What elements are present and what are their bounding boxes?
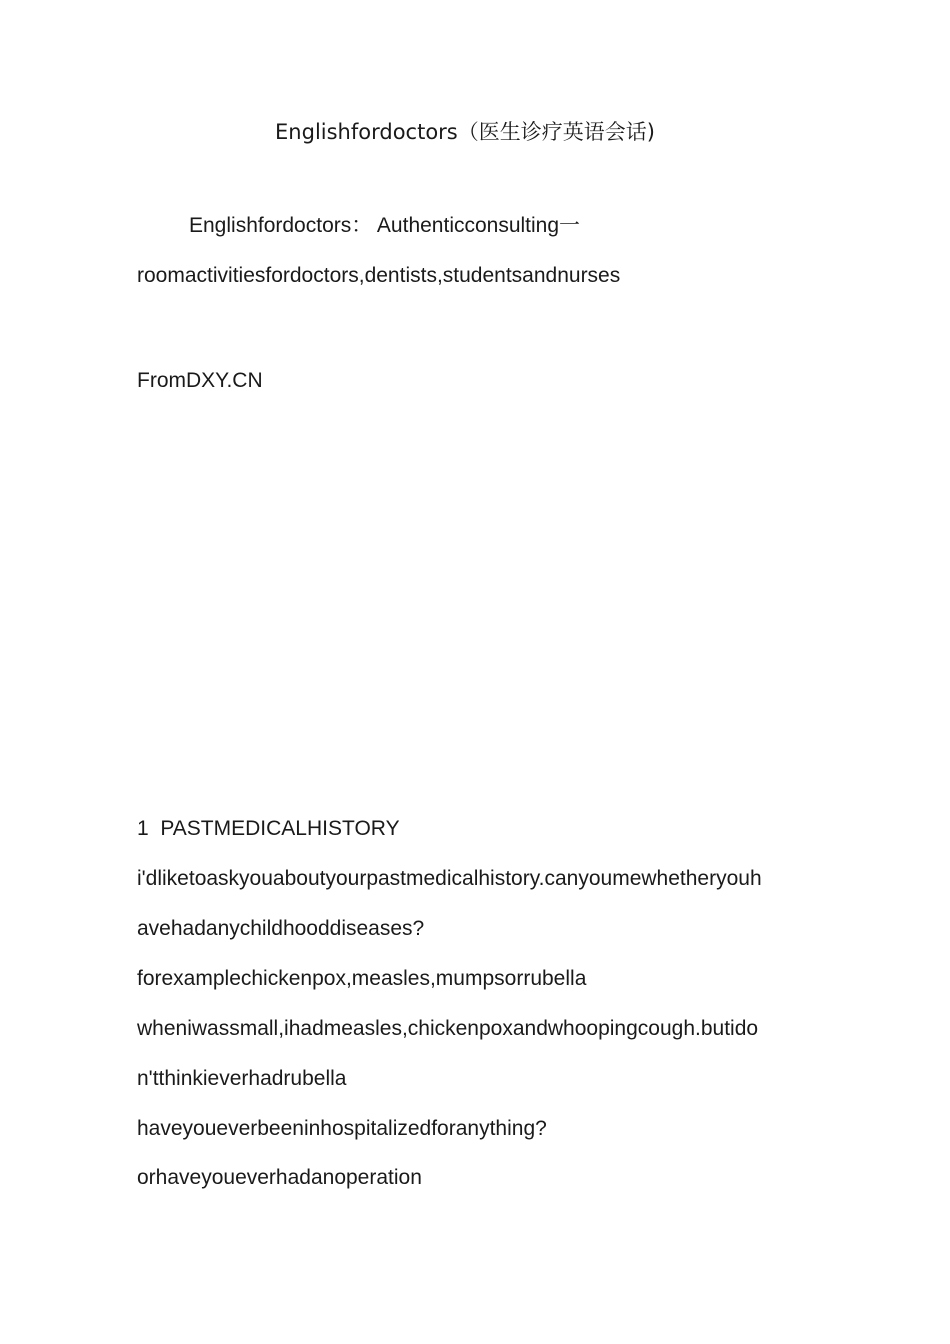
document-title: Englishfordoctors（医生诊疗英语会话) [275, 120, 655, 144]
subtitle-line-2: roomactivitiesfordoctors,dentists,studentsandnurses [137, 264, 621, 287]
section-heading: 1 PASTMEDICALHISTORY [137, 817, 400, 840]
body-line: wheniwassmall,ihadmeasles,chickenpoxandwhoopingcough.butido [137, 1017, 759, 1040]
subtitle-line-1: Englishfordoctors： Authenticconsulting一 [189, 214, 581, 237]
source-line: FromDXY.CN [137, 369, 263, 392]
body-line: forexamplechickenpox,measles,mumpsorrubella [137, 967, 587, 990]
body-line: avehadanychildhooddiseases? [137, 917, 425, 940]
body-line: haveyoueverbeeninhospitalizedforanything? [137, 1117, 547, 1140]
body-line: n'tthinkieverhadrubella [137, 1067, 347, 1090]
body-line: orhaveyoueverhadanoperation [137, 1166, 422, 1189]
body-line: i'dliketoaskyouaboutyourpastmedicalhistory.canyoumewhetheryouh [137, 867, 762, 890]
